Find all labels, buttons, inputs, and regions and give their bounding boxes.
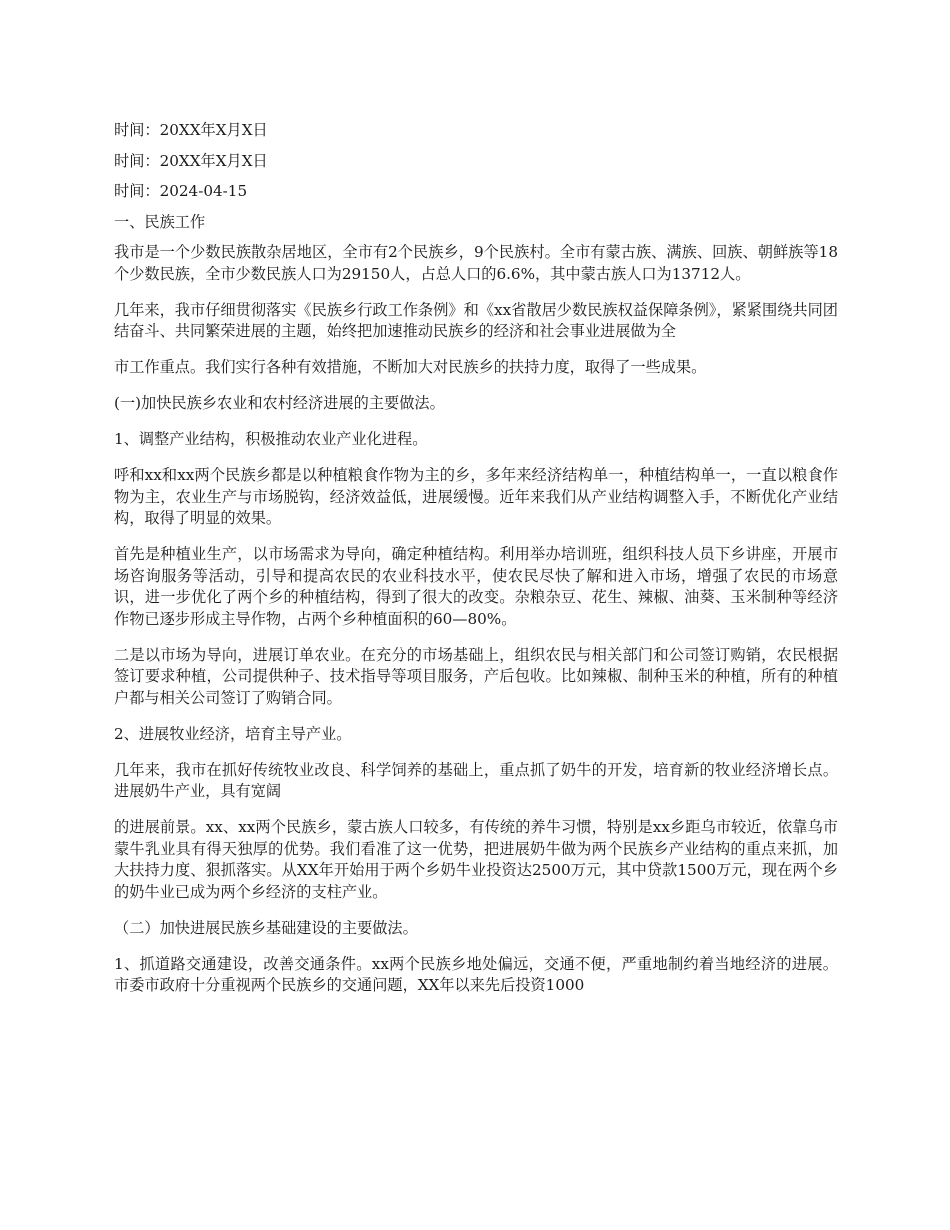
paragraph-policy-implementation: 几年来，我市仔细贯彻落实《民族乡行政工作条例》和《xx省散居少数民族权益保障条例》，紧紧围绕共同团结奋斗、共同繁荣进展的主题，始终把加速推动民族乡的经济和社会事业进展做为全 [114,300,838,340]
item-heading-livestock: 2、进展牧业经济，培育主导产业。 [114,724,352,743]
paragraph-population: 我市是一个少数民族散杂居地区，全市有2个民族乡，9个民族村。全市有蒙古族、满族、回族、朝鲜族等18个少数民族，全市少数民族人口为29150人，占总人口的6.6%，其中蒙古族人口为13712人。 [114,243,838,283]
date-line-1: 时间：20XX年X月X日 [114,121,268,139]
paragraph-order-agriculture: 二是以市场为导向，进展订单农业。在充分的市场基础上，组织农民与相关部门和公司签订购销，农民根据签订要求种植，公司提供种子、技术指导等项目服务，产后包收。比如辣椒、制种玉米的种植，所有的种植户都与相关公司签订了购销合同。 [114,645,838,707]
date-line-3: 时间：2024-04-15 [114,182,248,200]
paragraph-work-focus: 市工作重点。我们实行各种有效措施，不断加大对民族乡的扶持力度，取得了一些成果。 [114,358,707,376]
document-page [114,120,838,1011]
paragraph-industry-structure: 呼和xx和xx两个民族乡都是以种植粮食作物为主的乡，多年来经济结构单一，种植结构单一，一直以粮食作物为主，农业生产与市场脱钩，经济效益低，进展缓慢。近年来我们从产业结构调整入手，不断优化产业结构，取得了明显的效果。 [114,466,838,527]
paragraph-dairy-prospects: 的进展前景。xx、xx两个民族乡，蒙古族人口较多，有传统的养牛习惯，特别是xx乡距乌市较近，依靠乌市蒙牛乳业具有得天独厚的优势。我们看准了这一优势，把进展奶牛做为两个民族乡产业结构的重点来抓，加大扶持力度、狠抓落实。从XX年开始用于两个乡奶牛业投资达2500万元，其中贷款1500万元，现在两个乡的奶牛业已成为两个乡经济的支柱产业。 [114,818,838,901]
subheading-infrastructure: （二）加快进展民族乡基础建设的主要做法。 [114,918,418,937]
section-heading-ethnic-work: 一、民族工作 [114,212,206,231]
item-heading-industry-structure: 1、调整产业结构，积极推动农业产业化进程。 [114,430,428,448]
date-line-2: 时间：20XX年X月X日 [114,151,268,170]
paragraph-planting: 首先是种植业生产，以市场需求为导向，确定种植结构。利用举办培训班，组织科技人员下乡讲座，开展市场咨询服务等活动，引导和提高农民的农业科技水平，使农民尽快了解和进入市场，增强了农民的市场意识，进一步优化了两个乡的种植结构，得到了很大的改变。杂粮杂豆、花生、辣椒、油葵、玉米制种等经济作物已逐步形成主导作物，占两个乡种植面积的60—80%。 [114,545,838,628]
paragraph-dairy-intro: 几年来，我市在抓好传统牧业改良、科学饲养的基础上，重点抓了奶牛的开发，培育新的牧业经济增长点。进展奶牛产业，具有宽阔 [114,760,838,800]
paragraph-road-construction: 1、抓道路交通建设，改善交通条件。xx两个民族乡地处偏远，交通不便，严重地制约着当地经济的进展。市委市政府十分重视两个民族乡的交通问题，XX年以来先后投资1000 [114,954,838,994]
subheading-agriculture: (一)加快民族乡农业和农村经济进展的主要做法。 [114,394,445,412]
